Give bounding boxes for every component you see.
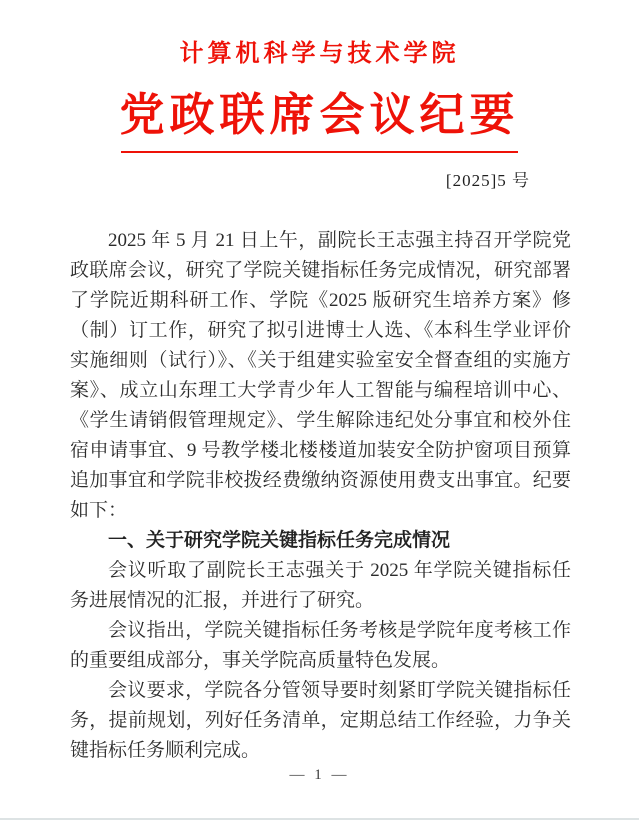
paragraph-meeting-required: 会议要求，学院各分管领导要时刻紧盯学院关键指标任务，提前规划，列好任务清单，定期总结工作经验，力争关键指标任务顺利完成。 — [70, 680, 571, 761]
paragraph-meeting-heard: 会议听取了副院长王志强关于 2025 年学院关键指标任务进展情况的汇报，并进行了研究。 — [70, 560, 571, 611]
page-number: — 1 — — [289, 767, 350, 783]
title-underline-rule — [121, 151, 518, 153]
org-name: 计算机科学与技术学院 — [179, 41, 460, 67]
section-heading-1: 一、关于研究学院关键指标任务完成情况 — [108, 530, 451, 551]
issue-number: [2025]5 号 — [445, 171, 530, 190]
page-bottom-edge-line — [0, 818, 639, 820]
paragraph-meeting-pointed-out: 会议指出，学院关键指标任务考核是学院年度考核工作的重要组成部分，事关学院高质量特色发展。 — [70, 620, 571, 671]
document-body — [70, 226, 571, 766]
paragraph-intro: 2025 年 5 月 21 日上午，副院长王志强主持召开学院党政联席会议，研究了学院关键指标任务完成情况，研究部署了学院近期科研工作、学院《2025 版研究生培养方案》修（制）订工作，研究了拟引进博士人选、《本科生学业评价实施细则（试行）》、《关于组建实验室安全督查组的实施方案》、成立山东理工大学青少年人工智能与编程培训中心、《学生请销假管理规定》、学生解除违纪处分事宜和校外住宿申请事宜、9 号教学楼北楼楼道加装安全防护窗项目预算追加事宜和学院非校拨经费缴纳资源使用费支出事宜。纪要如下： — [70, 230, 571, 521]
document-title: 党政联席会议纪要 — [119, 90, 520, 140]
